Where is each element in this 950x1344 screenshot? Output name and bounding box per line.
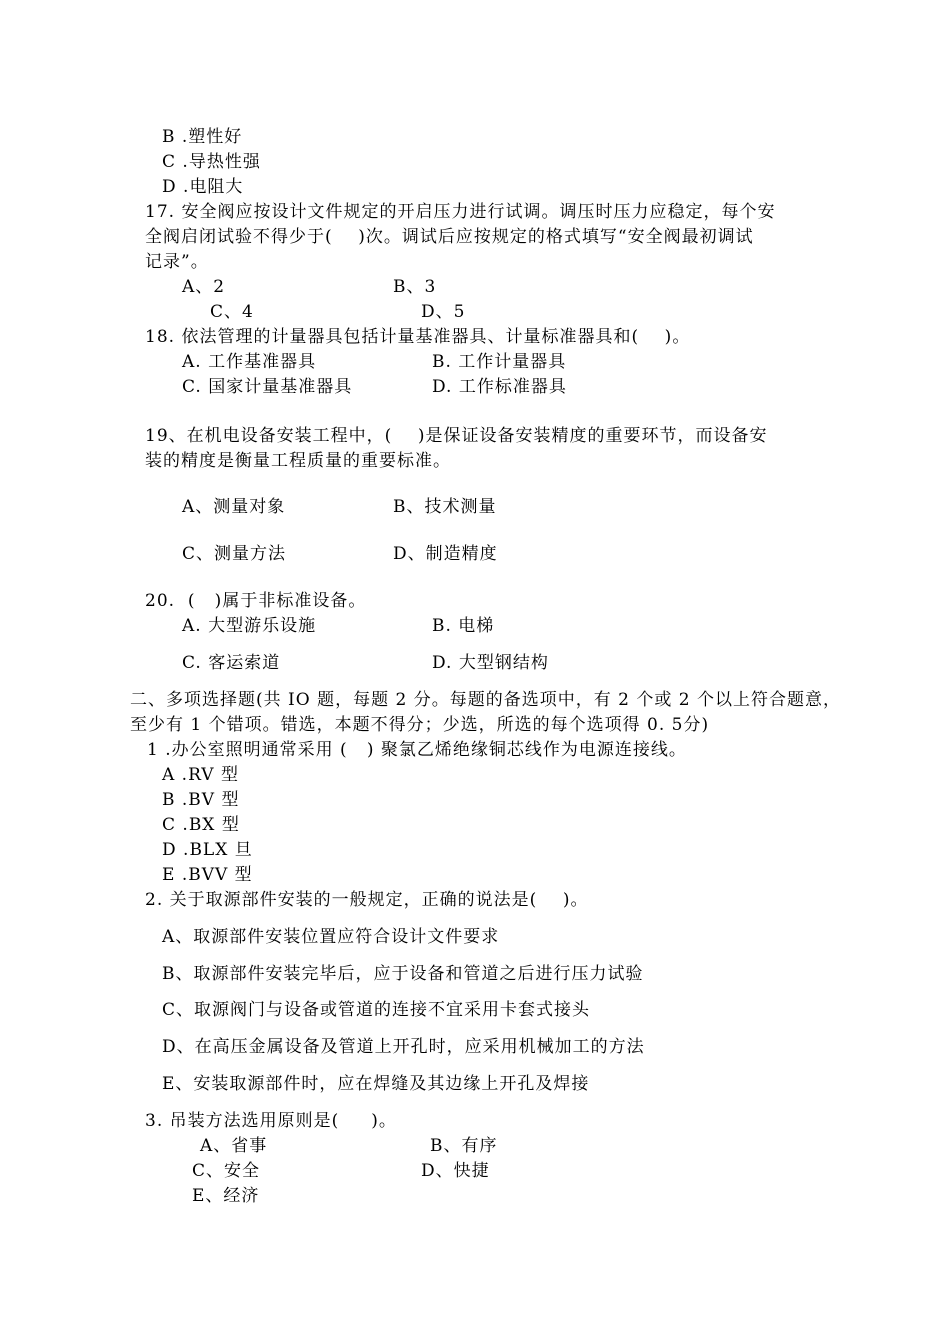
- m1-option-d: D .BLX 旦: [162, 840, 253, 860]
- q16-option-d: D .电阻大: [162, 177, 244, 197]
- q19-option-d: D、制造精度: [393, 544, 498, 564]
- q17-option-b: B、3: [393, 277, 437, 297]
- section2-heading-line2: 至少有 1 个错项。错选，本题不得分；少选，所选的每个选项得 0. 5分): [130, 715, 710, 735]
- q20-stem: 20. ( )属于非标准设备。: [145, 591, 367, 611]
- m1-stem: 1 .办公室照明通常采用 ( ) 聚氯乙烯绝缘铜芯线作为电源连接线。: [147, 740, 687, 760]
- m2-option-d: D、在高压金属设备及管道上开孔时，应采用机械加工的方法: [162, 1037, 645, 1057]
- q18-option-b: B. 工作计量器具: [432, 352, 567, 372]
- q18-option-d: D. 工作标准器具: [432, 377, 567, 397]
- m2-option-c: C、取源阀门与设备或管道的连接不宜采用卡套式接头: [162, 1000, 591, 1020]
- m1-option-c: C .BX 型: [162, 815, 240, 835]
- q17-stem-line1: 17. 安全阀应按设计文件规定的开启压力进行试调。调压时压力应稳定，每个安: [145, 202, 776, 222]
- q19-option-c: C、测量方法: [182, 544, 287, 564]
- q17-option-c: C、4: [210, 302, 254, 322]
- m2-stem: 2. 关于取源部件安装的一般规定，正确的说法是( )。: [145, 890, 589, 910]
- m3-option-e: E、经济: [192, 1186, 260, 1206]
- m3-stem: 3. 吊装方法选用原则是( )。: [145, 1111, 397, 1131]
- q17-option-d: D、5: [421, 302, 466, 322]
- q20-option-c: C. 客运索道: [182, 653, 281, 673]
- q20-option-b: B. 电梯: [432, 616, 495, 636]
- m3-option-b: B、有序: [430, 1136, 498, 1156]
- q19-option-b: B、技术测量: [393, 497, 497, 517]
- m3-option-c: C、安全: [192, 1161, 261, 1181]
- q17-stem-line3: 记录”。: [145, 252, 209, 272]
- q19-stem-line1: 19、在机电设备安装工程中，( )是保证设备安装精度的重要环节，而设备安: [145, 426, 768, 446]
- m2-option-a: A、取源部件安装位置应符合设计文件要求: [162, 927, 500, 947]
- q19-option-a: A、测量对象: [182, 497, 286, 517]
- m1-option-b: B .BV 型: [162, 790, 240, 810]
- m1-option-a: A .RV 型: [162, 765, 239, 785]
- m3-option-d: D、快捷: [421, 1161, 490, 1181]
- q18-option-c: C. 国家计量基准器具: [182, 377, 353, 397]
- q17-stem-line2: 全阀启闭试验不得少于( )次。调试后应按规定的格式填写“安全阀最初调试: [145, 227, 754, 247]
- q20-option-d: D. 大型钢结构: [432, 653, 549, 673]
- q18-option-a: A. 工作基准器具: [182, 352, 317, 372]
- m1-option-e: E .BVV 型: [162, 865, 253, 885]
- q17-option-a: A、2: [182, 277, 226, 297]
- q18-stem: 18. 依法管理的计量器具包括计量基准器具、计量标准器具和( )。: [145, 327, 691, 347]
- section2-heading-line1: 二、多项选择题(共 IO 题，每题 2 分。每题的备选项中，有 2 个或 2 个以上符合题意，: [130, 690, 841, 710]
- q19-stem-line2: 装的精度是衡量工程质量的重要标准。: [145, 451, 451, 471]
- q20-option-a: A. 大型游乐设施: [182, 616, 317, 636]
- m3-option-a: A、省事: [200, 1136, 268, 1156]
- q16-option-c: C .导热性强: [162, 152, 261, 172]
- q16-option-b: B .塑性好: [162, 127, 243, 147]
- m2-option-b: B、取源部件安装完毕后，应于设备和管道之后进行压力试验: [162, 964, 644, 984]
- m2-option-e: E、安装取源部件时，应在焊缝及其边缘上开孔及焊接: [162, 1074, 590, 1094]
